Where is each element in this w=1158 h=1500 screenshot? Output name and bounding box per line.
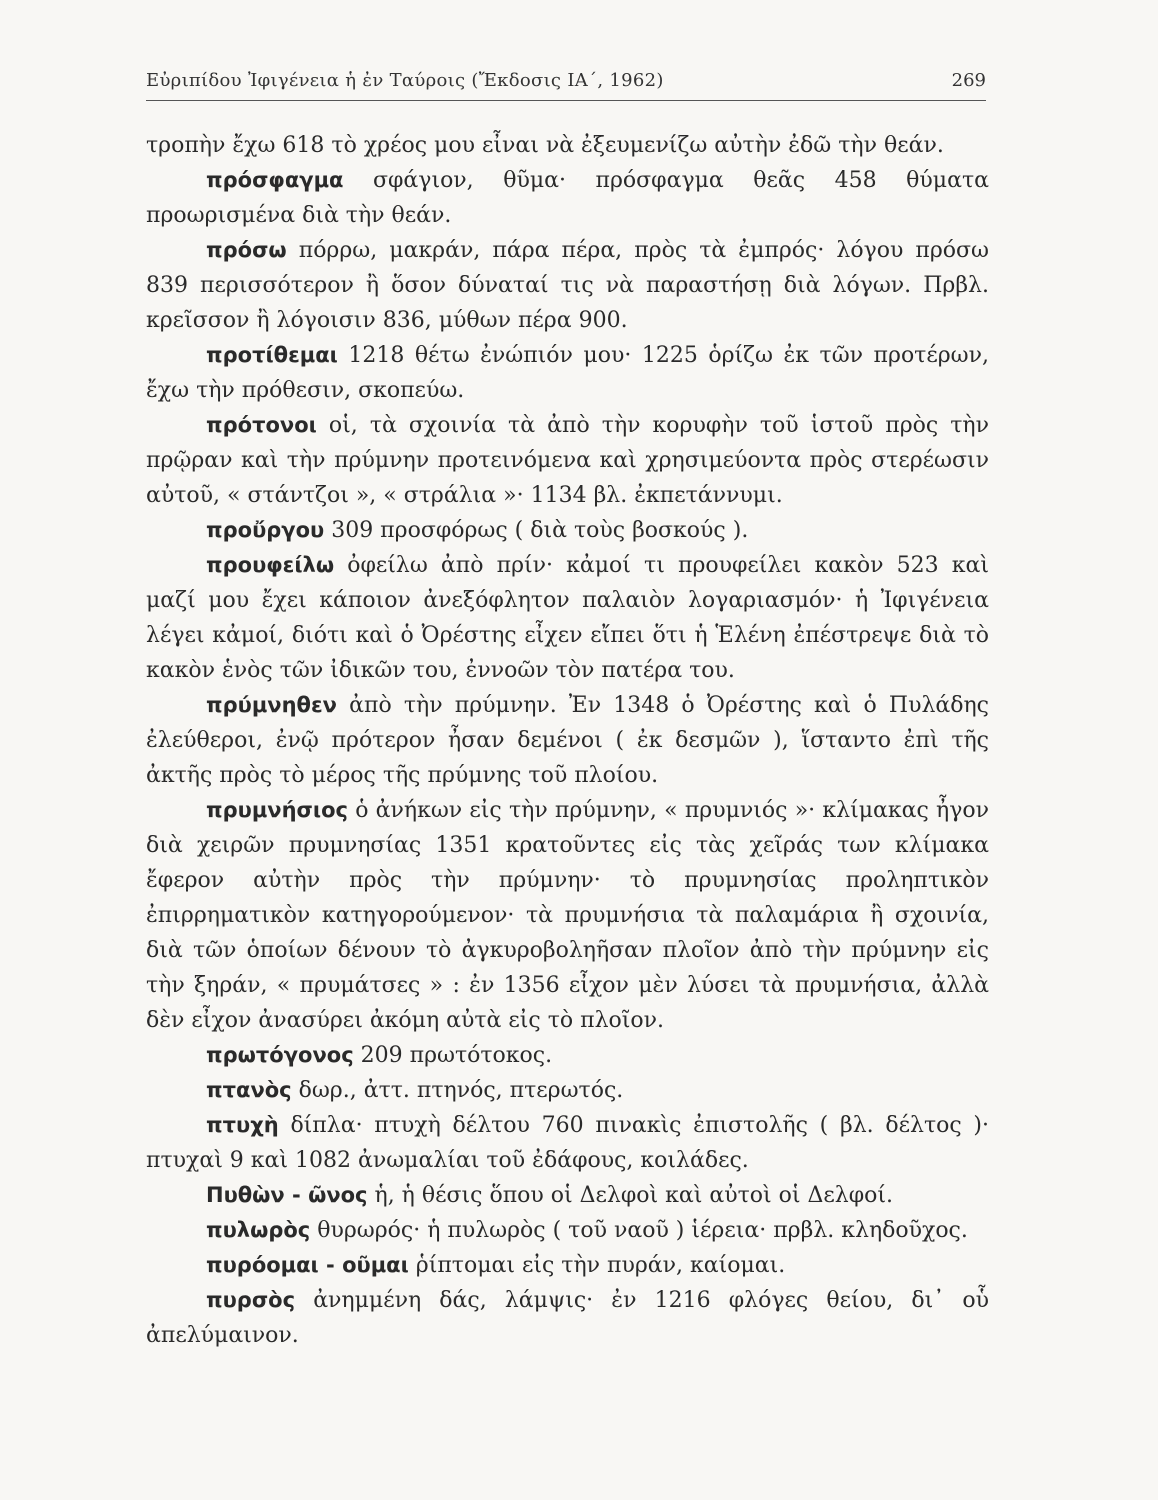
glossary-entry bbox=[146, 1283, 989, 1353]
glossary-entry bbox=[146, 688, 989, 793]
entry-text: πόρρω, μακράν, πάρα πέρα, πρὸς τὰ ἐμπρός· λόγου πρόσω 839 περισσότερον ἢ ὅσον δύναταί τις νὰ παραστήσῃ διὰ λόγων. Πρβλ. κρεῖσσον ἢ λόγοισιν 836, μύθων πέρα 900. bbox=[146, 238, 989, 333]
entry-lemma: προυφείλω bbox=[206, 553, 335, 577]
entry-text: θυρωρός· ἡ πυλωρὸς ( τοῦ ναοῦ ) ἱέρεια· πρβλ. κληδοῦχος. bbox=[310, 1218, 968, 1243]
glossary-entry bbox=[146, 1213, 989, 1248]
entry-text: οἱ, τὰ σχοινία τὰ ἀπὸ τὴν κορυφὴν τοῦ ἱστοῦ πρὸς τὴν πρῷραν καὶ τὴν πρύμνην προτεινόμενα καὶ χρησιμεύοντα πρὸς στερέωσιν αὐτοῦ, « στάντζοι », « στράλια »· 1134 βλ. ἐκπετάννυμι. bbox=[146, 413, 989, 508]
entry-text: 309 προσφόρως ( διὰ τοὺς βοσκούς ). bbox=[324, 518, 749, 543]
glossary-entry bbox=[146, 793, 989, 1038]
entry-text: 1218 θέτω ἐνώπιόν μου· 1225 ὁρίζω ἐκ τῶν προτέρων, ἔχω τὴν πρόθεσιν, σκοπεύω. bbox=[146, 343, 989, 403]
entry-lemma: Πυθὼν - ῶνος bbox=[206, 1183, 368, 1207]
glossary-entry bbox=[146, 408, 989, 513]
entry-text: ἀπὸ τὴν πρύμνην. Ἐν 1348 ὁ Ὀρέστης καὶ ὁ Πυλάδης ἐλεύθεροι, ἐνῷ πρότερον ἦσαν δεμένοι ( ἐκ δεσμῶν ), ἵσταντο ἐπὶ τῆς ἀκτῆς πρὸς τὸ μέρος τῆς πρύμνης τοῦ πλοίου. bbox=[146, 693, 989, 788]
glossary-entry bbox=[146, 1038, 989, 1073]
entry-lemma: πρωτόγονος bbox=[206, 1043, 354, 1067]
entry-text: ῥίπτομαι εἰς τὴν πυράν, καίομαι. bbox=[408, 1253, 786, 1278]
entry-text: τροπὴν ἔχω 618 τὸ χρέος μου εἶναι νὰ ἐξευμενίζω αὐτὴν ἐδῶ τὴν θεάν. bbox=[146, 133, 944, 158]
entry-lemma: πυλωρὸς bbox=[206, 1218, 311, 1242]
entry-text: 209 πρωτότοκος. bbox=[353, 1043, 553, 1068]
glossary-entry bbox=[146, 163, 989, 233]
glossary-entry bbox=[146, 233, 989, 338]
entry-lemma: προὔργου bbox=[206, 518, 325, 542]
entry-lemma: πρύμνηθεν bbox=[206, 693, 337, 717]
entry-text: ἀνημμένη δάς, λάμψις· ἐν 1216 φλόγες θείου, δι᾽ οὗ ἀπελύμαινον. bbox=[146, 1288, 989, 1348]
entry-lemma: πτυχὴ bbox=[206, 1113, 279, 1137]
page-number: 269 bbox=[951, 70, 986, 91]
entry-lemma: πυρόομαι - οῦμαι bbox=[206, 1253, 409, 1277]
glossary-entry bbox=[146, 1248, 989, 1283]
glossary-entry bbox=[146, 1108, 989, 1178]
entry-lemma: προτίθεμαι bbox=[206, 343, 338, 367]
entry-text: δίπλα· πτυχὴ δέλτου 760 πινακὶς ἐπιστολῆς ( βλ. δέλτος )· πτυχαὶ 9 καὶ 1082 ἀνωμαλίαι τοῦ ἐδάφους, κοιλάδες. bbox=[146, 1113, 989, 1173]
entry-lemma: πρόσω bbox=[206, 238, 287, 262]
entry-text: σφάγιον, θῦμα· πρόσφαγμα θεᾶς 458 θύματα προωρισμένα διὰ τὴν θεάν. bbox=[146, 168, 989, 228]
glossary-body bbox=[146, 128, 989, 1353]
entry-text: ὀφείλω ἀπὸ πρίν· κἀμοί τι προυφείλει κακὸν 523 καὶ μαζί μου ἔχει κάποιον ἀνεξόφλητον παλαιὸν λογαριασμόν· ἡ Ἰφιγένεια λέγει κἀμοί, διότι καὶ ὁ Ὀρέστης εἶχεν εἴπει ὅτι ἡ Ἑλένη ἐπέστρεψε διὰ τὸ κακὸν ἑνὸς τῶν ἰδικῶν του, ἐννοῶν τὸν πατέρα του. bbox=[146, 553, 989, 683]
running-title: Εὐριπίδου Ἰφιγένεια ἡ ἐν Ταύροις (Ἔκδοσις ΙΑ΄, 1962) bbox=[146, 70, 664, 91]
entry-lemma: πτανὸς bbox=[206, 1078, 292, 1102]
glossary-entry bbox=[146, 1178, 989, 1213]
glossary-entry bbox=[146, 1073, 989, 1108]
entry-lemma: πυρσὸς bbox=[206, 1288, 296, 1312]
entry-lemma: πρυμνήσιος bbox=[206, 798, 348, 822]
entry-lemma: πρόσφαγμα bbox=[206, 168, 344, 192]
glossary-entry bbox=[146, 548, 989, 688]
entry-text: ὁ ἀνήκων εἰς τὴν πρύμνην, « πρυμνιός »· κλίμακας ἦγον διὰ χειρῶν πρυμνησίας 1351 κρατοῦντες εἰς τὰς χεῖράς των κλίμακα ἔφερον αὐτὴν πρὸς τὴν πρύμνην· τὸ πρυμνησίας προληπτικὸν ἐπιρρηματικὸν κατηγορούμενον· τὰ πρυμνήσια τὰ παλαμάρια ἢ σχοινία, διὰ τῶν ὁποίων δένουν τὸ ἀγκυροβοληῆσαν πλοῖον ἀπὸ τὴν πρύμνην εἰς τὴν ξηράν, « πρυμάτσες » : ἐν 1356 εἶχον μὲν λύσει τὰ πρυμνήσια, ἀλλὰ δὲν εἶχον ἀνασύρει ἀκόμη αὐτὰ εἰς τὸ πλοῖον. bbox=[146, 798, 989, 1033]
entry-text: δωρ., ἀττ. πτηνός, πτερωτός. bbox=[291, 1078, 624, 1103]
glossary-entry bbox=[146, 513, 989, 548]
entry-lemma: πρότονοι bbox=[206, 413, 317, 437]
running-header bbox=[146, 66, 986, 101]
entry-text: ἡ, ἡ θέσις ὅπου οἱ Δελφοὶ καὶ αὐτοὶ οἱ Δελφοί. bbox=[367, 1183, 893, 1208]
glossary-entry bbox=[146, 338, 989, 408]
glossary-entry bbox=[146, 128, 989, 163]
